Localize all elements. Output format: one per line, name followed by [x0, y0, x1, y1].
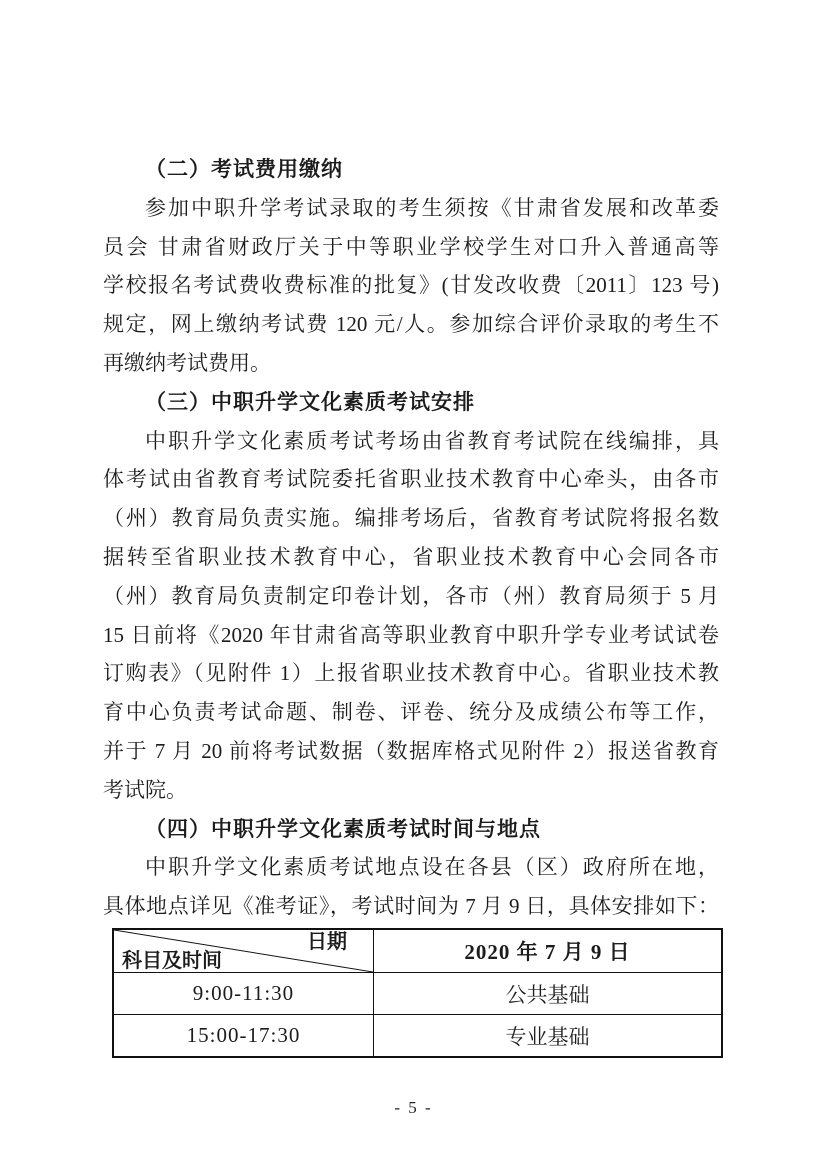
text-line: 据转至省职业技术教育中心，省职业技术教育中心会同各市 — [103, 544, 719, 569]
text-line: 订购表》（见附件 1）上报省职业技术教育中心。省职业技术教 — [103, 661, 719, 686]
text-line: 育中心负责考试命题、制卷、评卷、统分及成绩公布等工作， — [103, 700, 719, 725]
text-line: 学校报名考试费收费标准的批复》(甘发改收费〔2011〕123 号) — [103, 273, 719, 298]
table-row — [113, 1015, 722, 1058]
corner-label-date: 日期 — [307, 931, 347, 953]
text-line: 具体地点详见《准考证》，考试时间为 7 月 9 日，具体安排如下： — [103, 894, 719, 919]
table-header-row — [113, 929, 722, 973]
section-heading: （二）考试费用缴纳 — [145, 157, 343, 181]
subject-cell: 公共基础 — [374, 973, 723, 1015]
text-line: 中职升学文化素质考试地点设在各县（区）政府所在地， — [145, 855, 719, 880]
time-cell: 9:00-11:30 — [113, 973, 374, 1015]
time-cell: 15:00-17:30 — [113, 1015, 374, 1058]
text-line: 考试院。 — [103, 777, 187, 802]
text-line: （州）教育局负责制定印卷计划，各市（州）教育局须于 5 月 — [103, 583, 719, 608]
text-line: 中职升学文化素质考试考场由省教育考试院在线编排，具 — [145, 428, 719, 453]
subject-cell: 专业基础 — [374, 1015, 723, 1058]
section-heading: （三）中职升学文化素质考试安排 — [145, 389, 475, 414]
corner-label-subject: 科目及时间 — [122, 950, 222, 972]
page-number: - 5 - — [394, 1098, 433, 1117]
text-line: 15 日前将《2020 年甘肃省高等职业教育中职升学专业考试试卷 — [103, 622, 719, 647]
text-line: 员会 甘肃省财政厅关于中等职业学校学生对口升入普通高等 — [103, 234, 719, 259]
section-heading: （四）中职升学文化素质考试时间与地点 — [145, 816, 541, 841]
text-line: 规定，网上缴纳考试费 120 元/人。参加综合评价录取的考生不 — [103, 312, 719, 337]
table-row — [113, 973, 722, 1015]
document-body — [103, 150, 719, 926]
text-line: （州）教育局负责实施。编排考场后，省教育考试院将报名数 — [103, 506, 719, 531]
text-line: 参加中职升学考试录取的考生须按《甘肃省发展和改革委 — [145, 195, 719, 220]
text-line: 再缴纳考试费用。 — [103, 350, 271, 375]
text-line: 体考试由省教育考试院委托省职业技术教育中心牵头，由各市 — [103, 467, 719, 492]
exam-schedule-table — [112, 928, 723, 1058]
date-header-cell: 2020 年 7 月 9 日 — [374, 929, 723, 973]
table-corner-cell — [113, 929, 374, 973]
text-line: 并于 7 月 20 前将考试数据（数据库格式见附件 2）报送省教育 — [103, 738, 719, 763]
